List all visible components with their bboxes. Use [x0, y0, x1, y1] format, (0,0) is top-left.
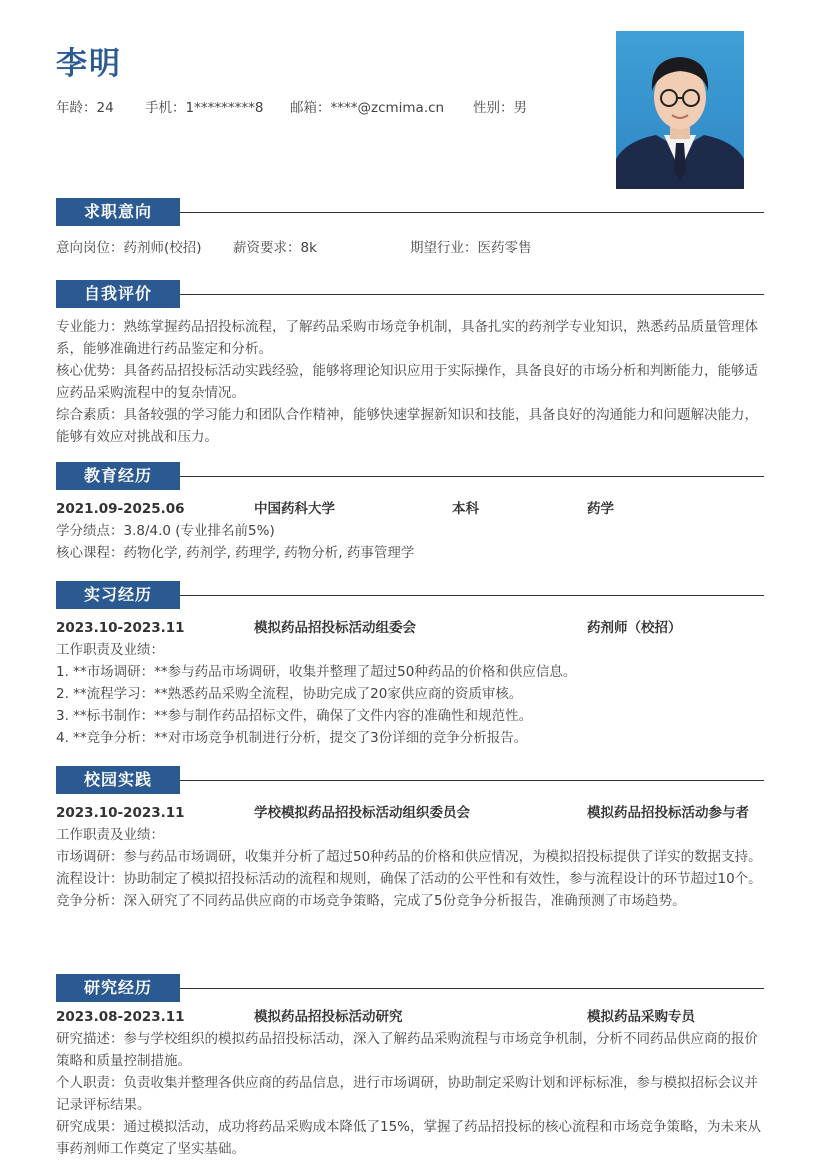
research-item: 研究描述：参与学校组织的模拟药品招投标活动，深入了解药品采购流程与市场竞争机制，分析不同药品供应商的报价策略和质量控制措施。	[56, 1031, 758, 1069]
self-eval-item: 专业能力：熟练掌握药品招投标流程，了解药品采购市场竞争机制，具备扎实的药剂学专业知识，熟悉药品质量管理体系，能够准确进行药品鉴定和分析。	[56, 319, 758, 357]
section-title: 校园实践	[56, 766, 180, 794]
research-item: 个人职责：负责收集并整理各供应商的药品信息，进行市场调研，协助制定采购计划和评标标准，参与模拟招标会议并记录评标结果。	[56, 1075, 758, 1113]
self-eval-item: 核心优势：具备药品招投标活动实践经验，能够将理论知识应用于实际操作，具备良好的市场分析和判断能力，能够适应药品采购流程中的复杂情况。	[56, 363, 758, 401]
intern-label: 工作职责及业绩：	[56, 642, 164, 658]
intent-industry: 期望行业：医药零售	[410, 240, 532, 256]
intent-salary: 薪资要求：8k	[233, 240, 317, 256]
edu-courses: 核心课程：药物化学, 药剂学, 药理学, 药物分析, 药事管理学	[56, 545, 415, 561]
intern-item: 1. **市场调研：**参与药品市场调研，收集并整理了超过50种药品的价格和供应信息。	[56, 664, 577, 680]
edu-major: 药学	[587, 501, 614, 517]
campus-org: 学校模拟药品招投标活动组织委员会	[254, 805, 470, 821]
intern-role: 药剂师（校招）	[587, 620, 682, 636]
section-internship	[56, 581, 764, 749]
section-job-intent	[56, 198, 764, 259]
phone: 手机：1*********8	[145, 100, 264, 116]
section-title: 研究经历	[56, 974, 180, 1002]
intern-item: 2. **流程学习：**熟悉药品采购全流程，协助完成了20家供应商的资质审核。	[56, 686, 523, 702]
edu-degree: 本科	[452, 501, 479, 517]
section-self-eval	[56, 280, 764, 448]
section-education	[56, 462, 764, 564]
intern-item: 4. **竞争分析：**对市场竞争机制进行分析，提交了3份详细的竞争分析报告。	[56, 730, 528, 746]
age: 年龄：24	[56, 100, 114, 116]
campus-item: 市场调研：参与药品市场调研，收集并分析了超过50种药品的价格和供应情况，为模拟招投标提供了详实的数据支持。	[56, 849, 762, 865]
edu-school: 中国药科大学	[254, 501, 335, 517]
campus-label: 工作职责及业绩：	[56, 827, 164, 843]
email: 邮箱：****@zcmima.cn	[290, 100, 445, 116]
intent-position: 意向岗位：药剂师(校招)	[56, 240, 202, 256]
campus-role: 模拟药品招投标活动参与者	[587, 805, 749, 821]
intern-date: 2023.10-2023.11	[56, 620, 185, 636]
intern-org: 模拟药品招投标活动组委会	[254, 620, 416, 636]
section-campus	[56, 766, 764, 912]
campus-item: 竞争分析：深入研究了不同药品供应商的市场竞争策略，完成了5份竞争分析报告，准确预测了市场趋势。	[56, 893, 686, 909]
research-item: 研究成果：通过模拟活动，成功将药品采购成本降低了15%，掌握了药品招投标的核心流程和市场竞争策略，为未来从事药剂师工作奠定了坚实基础。	[56, 1119, 762, 1157]
self-eval-item: 综合素质：具备较强的学习能力和团队合作精神，能够快速掌握新知识和技能，具备良好的沟通能力和问题解决能力，能够有效应对挑战和压力。	[56, 407, 758, 445]
intern-item: 3. **标书制作：**参与制作药品招标文件，确保了文件内容的准确性和规范性。	[56, 708, 533, 724]
section-title: 教育经历	[56, 462, 180, 490]
section-title: 求职意向	[56, 198, 180, 226]
campus-item: 流程设计：协助制定了模拟招投标活动的流程和规则，确保了活动的公平性和有效性，参与流程设计的环节超过10个。	[56, 871, 762, 887]
edu-date: 2021.09-2025.06	[56, 501, 185, 517]
gender: 性别：男	[473, 100, 527, 116]
section-title: 自我评价	[56, 280, 180, 308]
profile-photo	[616, 31, 744, 189]
section-research	[56, 974, 764, 1160]
research-project: 模拟药品招投标活动研究	[254, 1009, 403, 1025]
campus-date: 2023.10-2023.11	[56, 805, 185, 821]
resume-name: 李明	[56, 46, 122, 82]
edu-gpa: 学分绩点：3.8/4.0 (专业排名前5%)	[56, 523, 275, 539]
research-date: 2023.08-2023.11	[56, 1009, 185, 1025]
research-role: 模拟药品采购专员	[587, 1009, 695, 1025]
section-title: 实习经历	[56, 581, 180, 609]
